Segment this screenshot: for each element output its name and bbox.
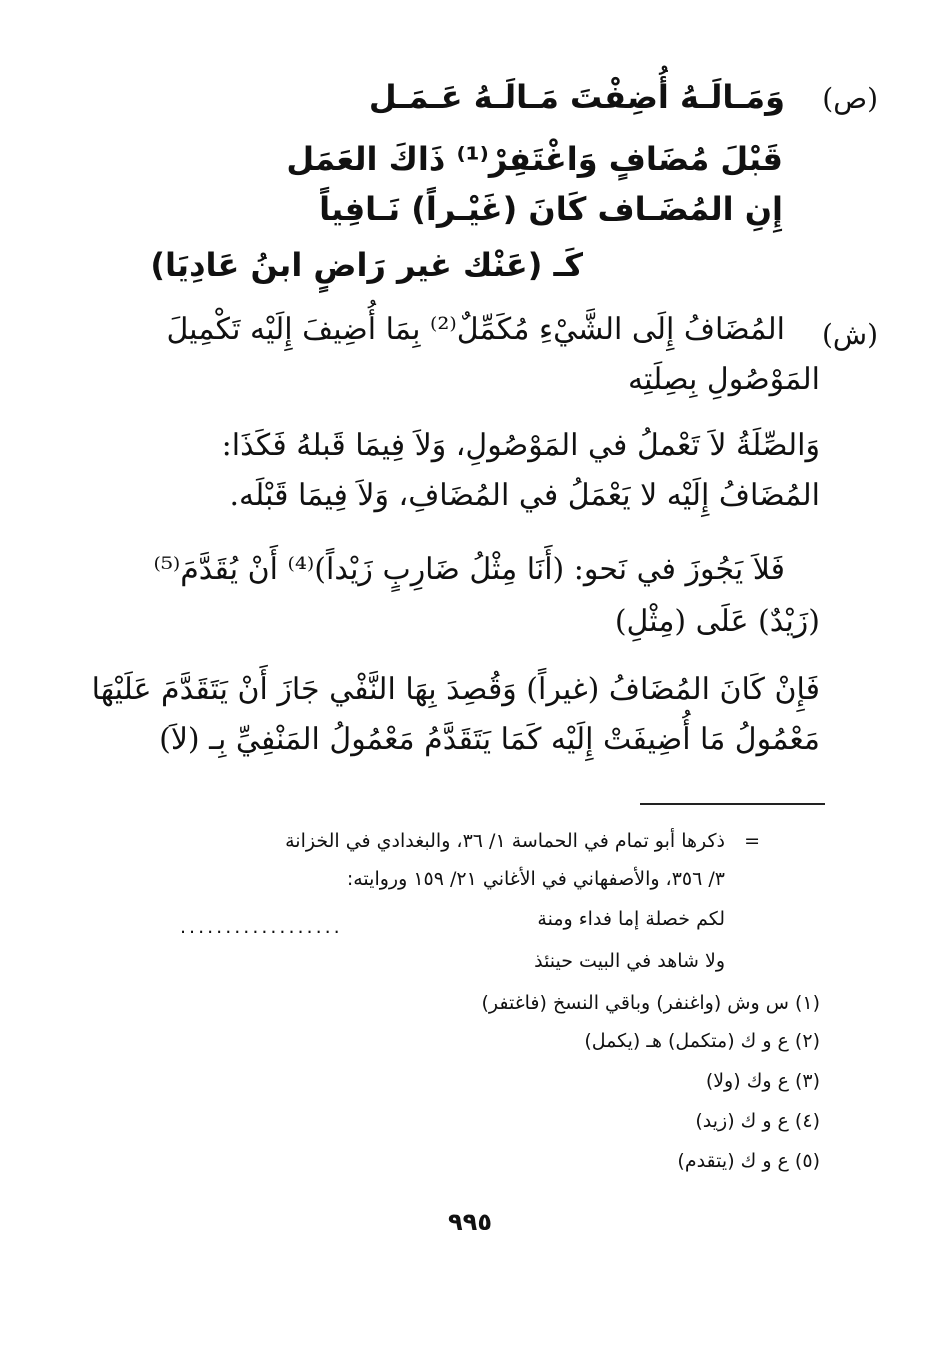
page-number: ٩٩٥ [448,1208,492,1236]
verse-line-3: إِنِ المُضَـاف كَانَ (غَيْـراً) نَـافِياً [319,190,783,228]
footnote-continuation-line-3: لكم خصلة إما فداء ومنة [537,908,725,930]
sharh-label: (ش) [821,318,878,351]
sharh-line-7: فَإِنْ كَانَ المُضَافُ (غيراً) وَقُصِدَ بِهَا النَّفْي جَازَ أَنْ يَتَقَدَّمَ عَلَيْهَا [91,672,820,707]
sharh-line-2: المَوْصُولِ بِصِلَتِه [627,362,820,397]
footnote-1: (١) س وش (واغنفر) وباقي النسخ (فاغتفر) [481,992,820,1014]
sharh-line-6: (زَيْدٌ) عَلَى (مِثْلِ) [614,604,820,639]
footnote-4: (٤) ع و ك (زيد) [695,1110,820,1132]
sharh-line-3: وَالصِّلَةُ لاَ تَعْملُ في المَوْصُولِ، وَلاَ فِيمَا قَبلهُ فَكَذَا: [221,428,820,463]
matn-label: (ص) [822,82,878,115]
footnote-2: (٢) ع و ك (متكمل) هـ (يكمل) [584,1030,820,1052]
footnote-3: (٣) ع وك (ولا) [705,1070,820,1092]
sharh-line-1: المُضَافُ إِلَى الشَّيْءِ مُكَمِّلٌ⁽²⁾ بِمَا أُضِيفَ إِلَيْه تَكْمِيلَ [166,312,785,347]
sharh-line-8: مَعْمُولُ مَا أُضِيفَتْ إِلَيْه كَمَا يَتَقَدَّمُ مَعْمُولُ المَنْفِيِّ بِـ (لاَ) [159,722,820,757]
verse-line-2: قَبْلَ مُضَافٍ وَاغْتَفِرْ⁽¹⁾ ذَاكَ العَمَل [286,140,783,178]
footnote-continuation-mark: = [744,830,760,852]
footnote-continuation-line-4: ولا شاهد في البيت حينئذ [534,950,725,972]
footnote-5: (٥) ع و ك (يتقدم) [677,1150,820,1172]
footnote-continuation-line-1: ذكرها أبو تمام في الحماسة ١/ ٣٦، والبغدادي في الخزانة [285,830,725,852]
footnote-continuation-line-2: ٣/ ٣٥٦، والأصفهاني في الأغاني ٢١/ ١٥٩ وروايته: [346,868,725,890]
sharh-line-5: فَلاَ يَجُوزَ في نَحو: (أَنَا مِثْلُ ضَارِبٍ زَيْداً)⁽⁴⁾ أَنْ يُقَدَّمَ⁽⁵⁾ [153,552,785,587]
footnote-dots: .................. [180,916,343,938]
verse-line-4: كَـ (عَنْك غير رَاضٍ ابنُ عَادِيَا) [150,246,583,284]
sharh-line-4: المُضَافُ إِلَيْه لا يَعْمَلُ في المُضَافِ، وَلاَ فِيمَا قَبْلَه. [229,478,820,513]
footnote-separator [640,803,825,805]
verse-line-1: وَمَـالَـهُ أُضِفْتَ مَـالَـهُ عَـمَـل [368,78,785,116]
